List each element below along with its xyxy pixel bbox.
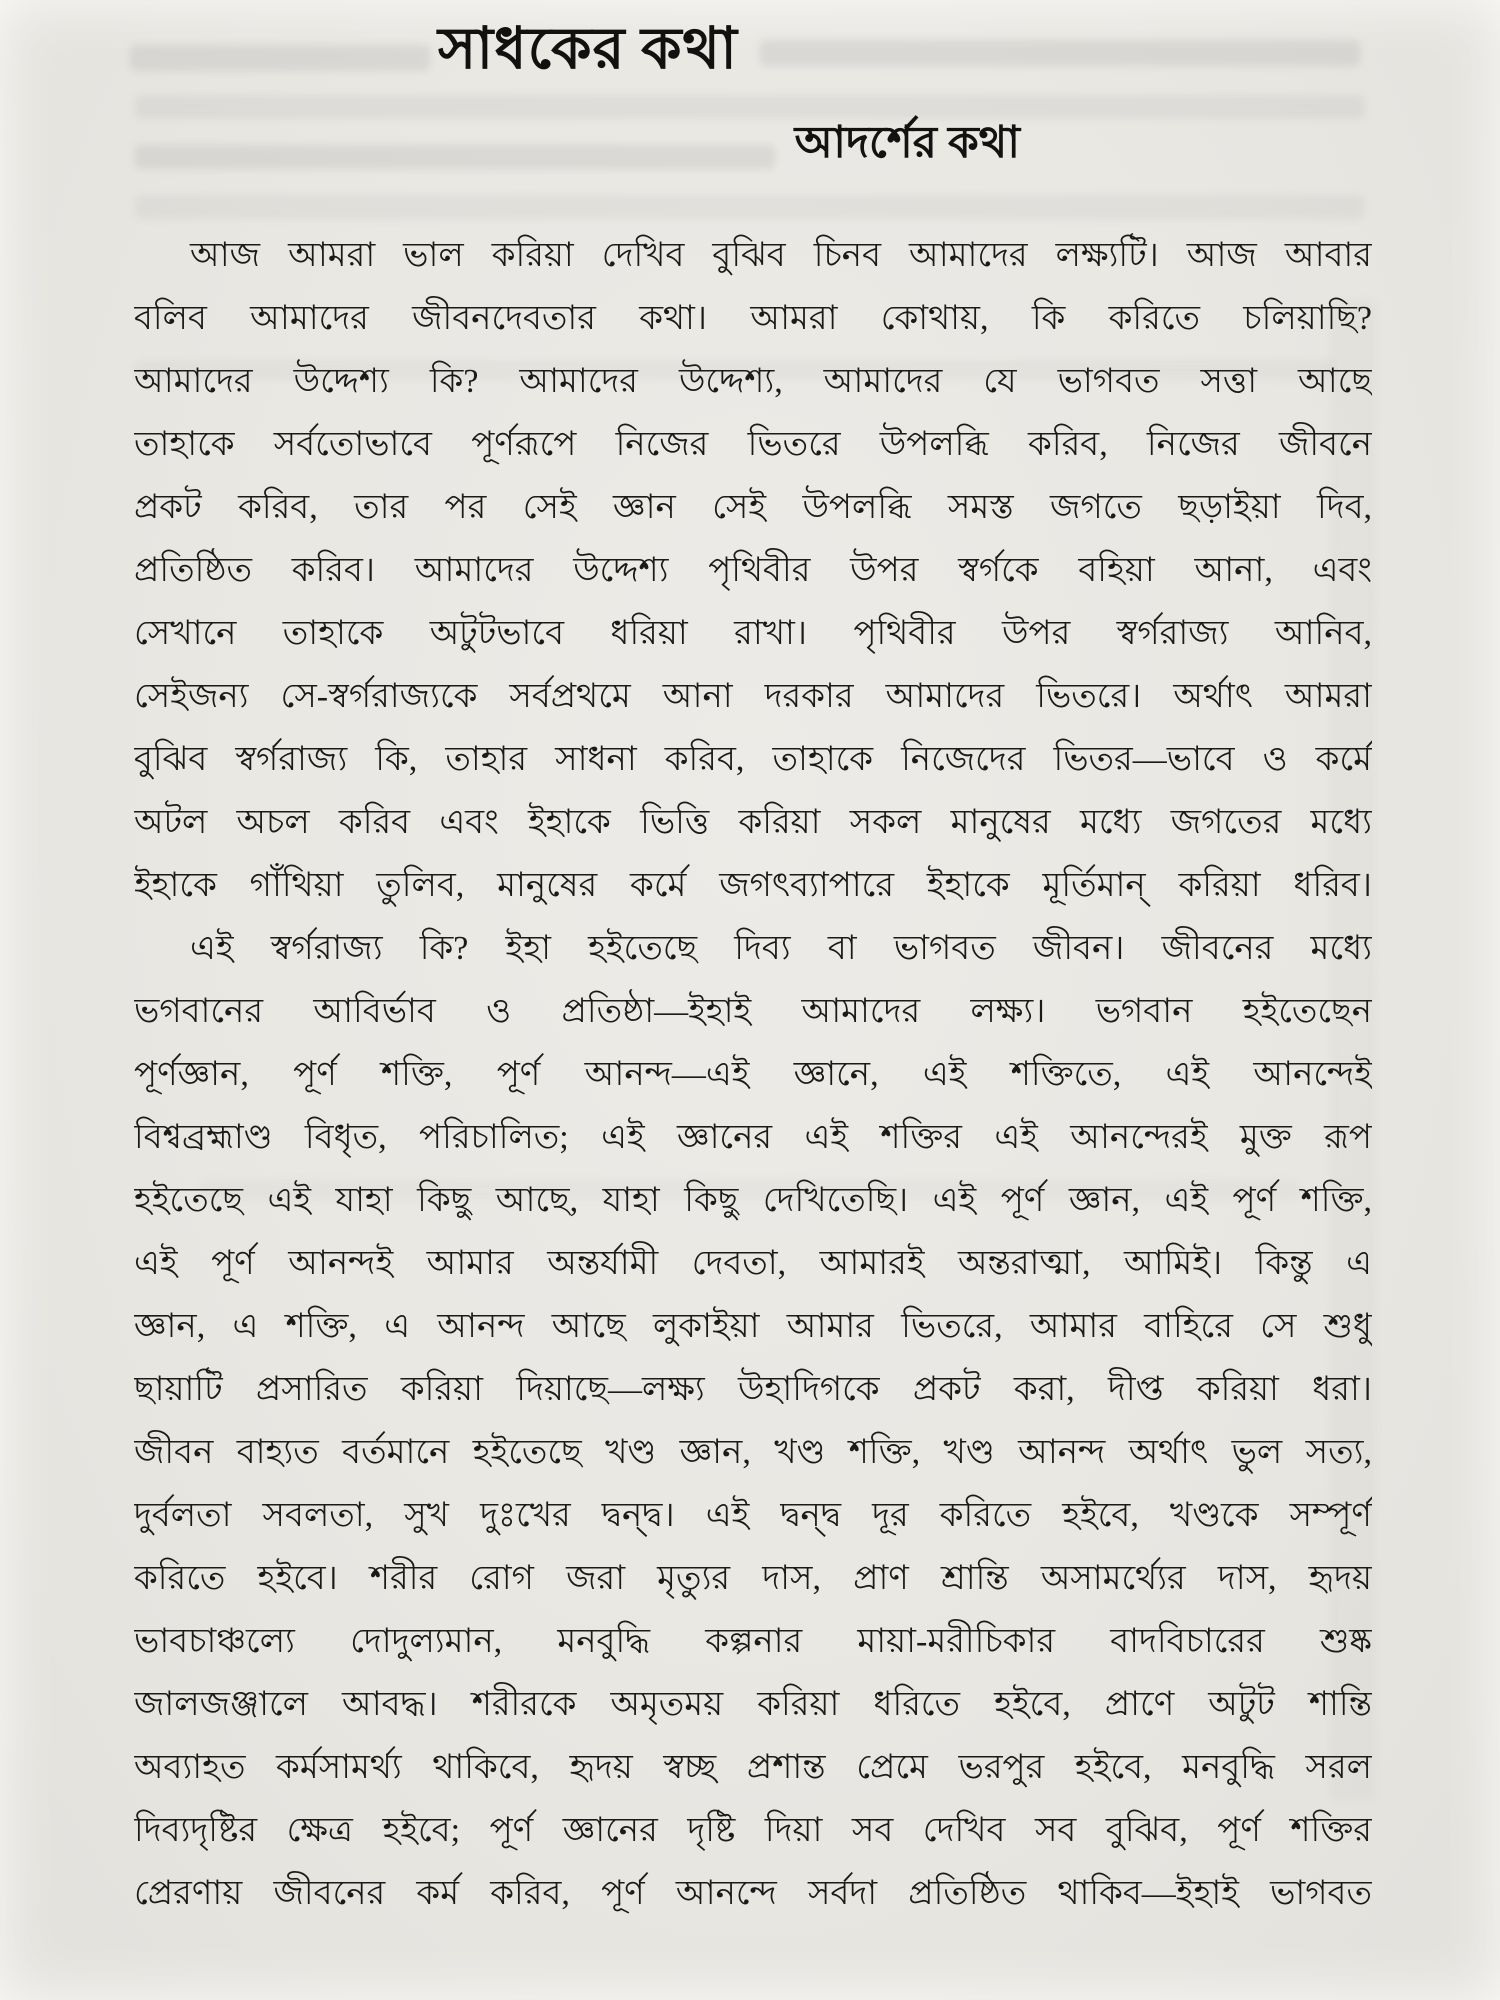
text-line: সেইজন্য সে-স্বর্গরাজ্যকে সর্বপ্রথমে আনা দরকার আমাদের ভিতরে। অর্থাৎ আমরা <box>134 678 1372 716</box>
text-line: প্রকট করিব, তার পর সেই জ্ঞান সেই উপলব্ধি সমস্ত জগতে ছড়াইয়া দিব, <box>134 489 1372 527</box>
page-title: সাধকের কথা <box>438 16 738 81</box>
text-line: ছায়াটি প্রসারিত করিয়া দিয়াছে—লক্ষ্য উহাদিগকে প্রকট করা, দীপ্ত করিয়া ধরা। <box>134 1371 1372 1409</box>
text-line: আজ আমরা ভাল করিয়া দেখিব বুঝিব চিনব আমাদের লক্ষ্যটি। আজ আবার <box>190 237 1372 275</box>
text-line: বুঝিব স্বর্গরাজ্য কি, তাহার সাধনা করিব, তাহাকে নিজেদের ভিতর—ভাবে ও কর্মে <box>134 741 1372 779</box>
text-line: প্রতিষ্ঠিত করিব। আমাদের উদ্দেশ্য পৃথিবীর উপর স্বর্গকে বহিয়া আনা, এবং <box>134 552 1372 590</box>
text-line: আমাদের উদ্দেশ্য কি? আমাদের উদ্দেশ্য, আমাদের যে ভাগবত সত্তা আছে <box>134 363 1372 401</box>
text-line: জালজঞ্জালে আবদ্ধ। শরীরকে অমৃতময় করিয়া ধরিতে হইবে, প্রাণে অটুট শান্তি <box>134 1686 1372 1724</box>
text-line: দিব্যদৃষ্টির ক্ষেত্র হইবে; পূর্ণ জ্ঞানের দৃষ্টি দিয়া সব দেখিব সব বুঝিব, পূর্ণ শক্তির <box>134 1812 1372 1850</box>
text-line: এই স্বর্গরাজ্য কি? ইহা হইতেছে দিব্য বা ভাগবত জীবন। জীবনের মধ্যে <box>190 930 1372 968</box>
text-line: ভাবচাঞ্চল্যে দোদুল্যমান, মনবুদ্ধি কল্পনার মায়া-মরীচিকার বাদবিচারের শুষ্ক <box>134 1623 1372 1661</box>
text-line: করিতে হইবে। শরীর রোগ জরা মৃত্যুর দাস, প্রাণ শ্রান্তি অসামর্থ্যের দাস, হৃদয় <box>134 1560 1372 1598</box>
text-line: জ্ঞান, এ শক্তি, এ আনন্দ আছে লুকাইয়া আমার ভিতরে, আমার বাহিরে সে শুধু <box>134 1308 1372 1346</box>
text-line: ইহাকে গাঁথিয়া তুলিব, মানুষের কর্মে জগৎব্যাপারে ইহাকে মূর্তিমান্ করিয়া ধরিব। <box>134 867 1372 905</box>
section-title: আদর্শের কথা <box>794 117 1020 167</box>
text-line: হইতেছে এই যাহা কিছু আছে, যাহা কিছু দেখিতেছি। এই পূর্ণ জ্ঞান, এই পূর্ণ শক্তি, <box>134 1182 1372 1220</box>
text-line: পূর্ণজ্ঞান, পূর্ণ শক্তি, পূর্ণ আনন্দ—এই জ্ঞানে, এই শক্তিতে, এই আনন্দেই <box>134 1056 1372 1094</box>
text-line: সেখানে তাহাকে অটুটভাবে ধরিয়া রাখা। পৃথিবীর উপর স্বর্গরাজ্য আনিব, <box>134 615 1372 653</box>
text-line: অব্যাহত কর্মসামর্থ্য থাকিবে, হৃদয় স্বচ্ছ প্রশান্ত প্রেমে ভরপুর হইবে, মনবুদ্ধি সরল <box>134 1749 1372 1787</box>
paragraph <box>134 917 1372 1925</box>
text-line: দুর্বলতা সবলতা, সুখ দুঃখের দ্বন্দ্ব। এই দ্বন্দ্ব দূর করিতে হইবে, খণ্ডকে সম্পূর্ণ <box>134 1497 1372 1535</box>
text-line: ভগবানের আবির্ভাব ও প্রতিষ্ঠা—ইহাই আমাদের লক্ষ্য। ভগবান হইতেছেন <box>134 993 1372 1031</box>
text-line: অটল অচল করিব এবং ইহাকে ভিত্তি করিয়া সকল মানুষের মধ্যে জগতের মধ্যে <box>134 804 1372 842</box>
text-line: এই পূর্ণ আনন্দই আমার অন্তর্যামী দেবতা, আমারই অন্তরাত্মা, আমিই। কিন্তু এ <box>134 1245 1372 1283</box>
text-line: বিশ্বব্রহ্মাণ্ড বিধৃত, পরিচালিত; এই জ্ঞানের এই শক্তির এই আনন্দেরই মুক্ত রূপ <box>134 1119 1372 1157</box>
paragraph <box>134 224 1372 917</box>
text-line: প্রেরণায় জীবনের কর্ম করিব, পূর্ণ আনন্দে সর্বদা প্রতিষ্ঠিত থাকিব—ইহাই ভাগবত <box>134 1875 1372 1913</box>
text-line: তাহাকে সর্বতোভাবে পূর্ণরূপে নিজের ভিতরে উপলব্ধি করিব, নিজের জীবনে <box>134 426 1372 464</box>
text-line: জীবন বাহ্যত বর্তমানে হইতেছে খণ্ড জ্ঞান, খণ্ড শক্তি, খণ্ড আনন্দ অর্থাৎ ভুল সত্য, <box>134 1434 1372 1472</box>
body-text <box>134 224 1372 1925</box>
text-line: বলিব আমাদের জীবনদেবতার কথা। আমরা কোথায়, কি করিতে চলিয়াছি? <box>134 300 1372 338</box>
